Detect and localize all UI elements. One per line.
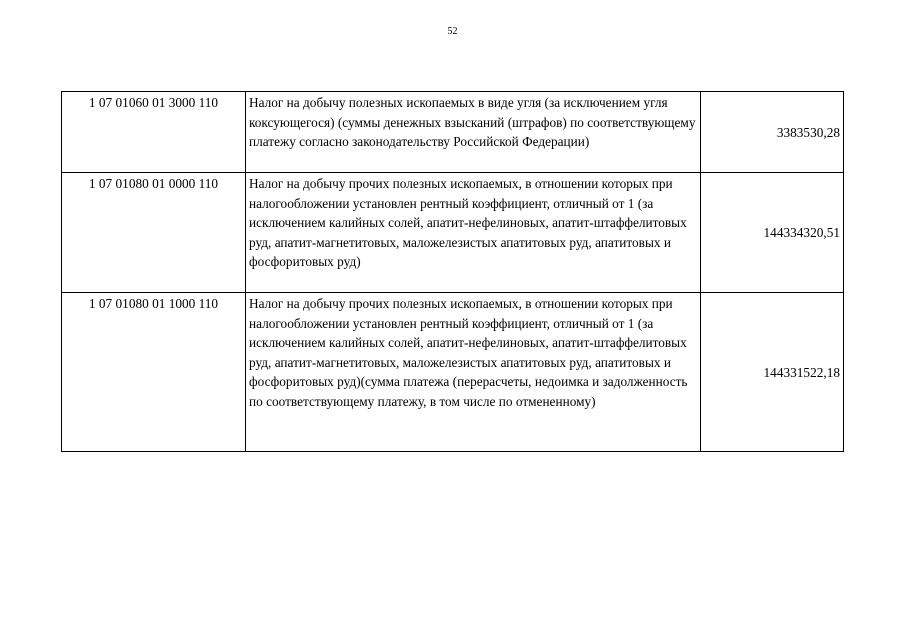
revenue-description: Налог на добычу прочих полезных ископаемых, в отношении которых при налогообложении установлен рентный коэффициент, отличный от 1 (за исключением калийных солей, апатит-нефелиновых, апатит-штаффелитовых руд, апатит-магнетитовых, маложелезистых апатитовых руд, апатитовых и фосфоритовых руд)(сумма платежа (перерасчеты, недоимка и задолженность по соответствующему платежу, в том числе по отмененному) <box>246 293 701 452</box>
budget-classification-code: 1 07 01080 01 1000 110 <box>62 293 246 452</box>
table-row <box>62 92 844 173</box>
page-number: 52 <box>447 26 458 37</box>
budget-classification-code: 1 07 01060 01 3000 110 <box>62 92 246 173</box>
revenue-amount: 144331522,18 <box>701 293 844 452</box>
budget-revenue-table <box>61 91 844 452</box>
revenue-amount: 144334320,51 <box>701 173 844 293</box>
revenue-description: Налог на добычу прочих полезных ископаемых, в отношении которых при налогообложении установлен рентный коэффициент, отличный от 1 (за исключением калийных солей, апатит-нефелиновых, апатит-штаффелитовых руд, апатит-магнетитовых, маложелезистых апатитовых руд, апатитовых и фосфоритовых руд) <box>246 173 701 293</box>
revenue-amount: 3383530,28 <box>701 92 844 173</box>
budget-classification-code: 1 07 01080 01 0000 110 <box>62 173 246 293</box>
revenue-description: Налог на добычу полезных ископаемых в виде угля (за исключением угля коксующегося) (суммы денежных взысканий (штрафов) по соответствующему платежу согласно законодательству Российской Федерации) <box>246 92 701 173</box>
table-row <box>62 173 844 293</box>
table-row <box>62 293 844 452</box>
